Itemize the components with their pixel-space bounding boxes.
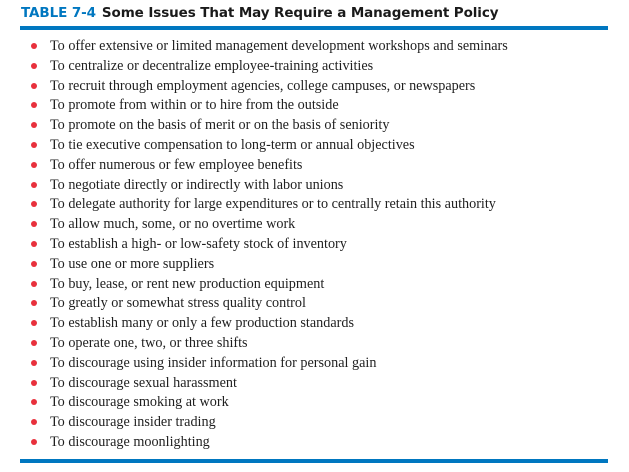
list-item-text: To delegate authority for large expenditures or to centrally retain this authority	[50, 196, 496, 213]
list-item-text: To offer extensive or limited management development workshops and seminars	[50, 38, 508, 54]
bullet-icon	[31, 201, 37, 207]
top-rule	[20, 26, 608, 30]
list-item-text: To offer numerous or few employee benefits	[50, 156, 303, 173]
list-item-text: To buy, lease, or rent new production equipment	[50, 275, 325, 292]
bullet-icon	[31, 380, 37, 386]
bullet-icon	[31, 102, 37, 108]
bullet-icon	[31, 241, 37, 247]
bullet-icon	[31, 162, 37, 168]
bullet-icon	[31, 439, 37, 445]
bullet-icon	[31, 281, 37, 287]
list-item-text: To use one or more suppliers	[50, 255, 215, 272]
list-item-text: To establish many or only a few production standards	[50, 315, 354, 332]
list-item-text: To discourage sexual harassment	[50, 374, 237, 391]
list-item-text: To negotiate directly or indirectly with labor unions	[50, 176, 344, 193]
bullet-icon	[31, 83, 37, 89]
bullet-icon	[31, 221, 37, 227]
list-item-text: To operate one, two, or three shifts	[50, 334, 248, 351]
list-item-text: To discourage smoking at work	[50, 394, 229, 411]
bullet-icon	[31, 340, 37, 346]
bullet-icon	[31, 182, 37, 188]
list-item-text: To promote from within or to hire from the outside	[50, 97, 339, 114]
bottom-rule	[20, 459, 608, 463]
bullet-icon	[31, 261, 37, 267]
list-item-text: To discourage moonlighting	[50, 433, 210, 450]
bullet-icon	[31, 320, 37, 326]
list-item-text: To recruit through employment agencies, college campuses, or newspapers	[50, 77, 476, 94]
bullet-icon	[31, 399, 37, 405]
list-item-text: To discourage insider trading	[50, 414, 216, 431]
list-item-text: To allow much, some, or no overtime work	[50, 216, 296, 233]
bullet-icon	[31, 419, 37, 425]
list-item-text: To discourage using insider information for personal gain	[50, 354, 377, 371]
bullet-icon	[31, 43, 37, 49]
table-number: TABLE 7-4	[21, 5, 96, 21]
table-title	[21, 4, 498, 22]
list-item-text: To centralize or decentralize employee-training activities	[50, 57, 374, 74]
list-item-text: To promote on the basis of merit or on the basis of seniority	[50, 117, 390, 134]
bullet-icon	[31, 300, 37, 306]
table-title-text: Some Issues That May Require a Management Policy	[101, 5, 499, 21]
bullet-icon	[31, 360, 37, 366]
list-item-text: To greatly or somewhat stress quality control	[50, 295, 306, 312]
bullet-icon	[31, 122, 37, 128]
bullet-icon	[31, 63, 37, 69]
list-item-text: To establish a high- or low-safety stock of inventory	[50, 235, 347, 252]
list-item-text: To tie executive compensation to long-term or annual objectives	[50, 136, 415, 153]
bullet-icon	[31, 142, 37, 148]
